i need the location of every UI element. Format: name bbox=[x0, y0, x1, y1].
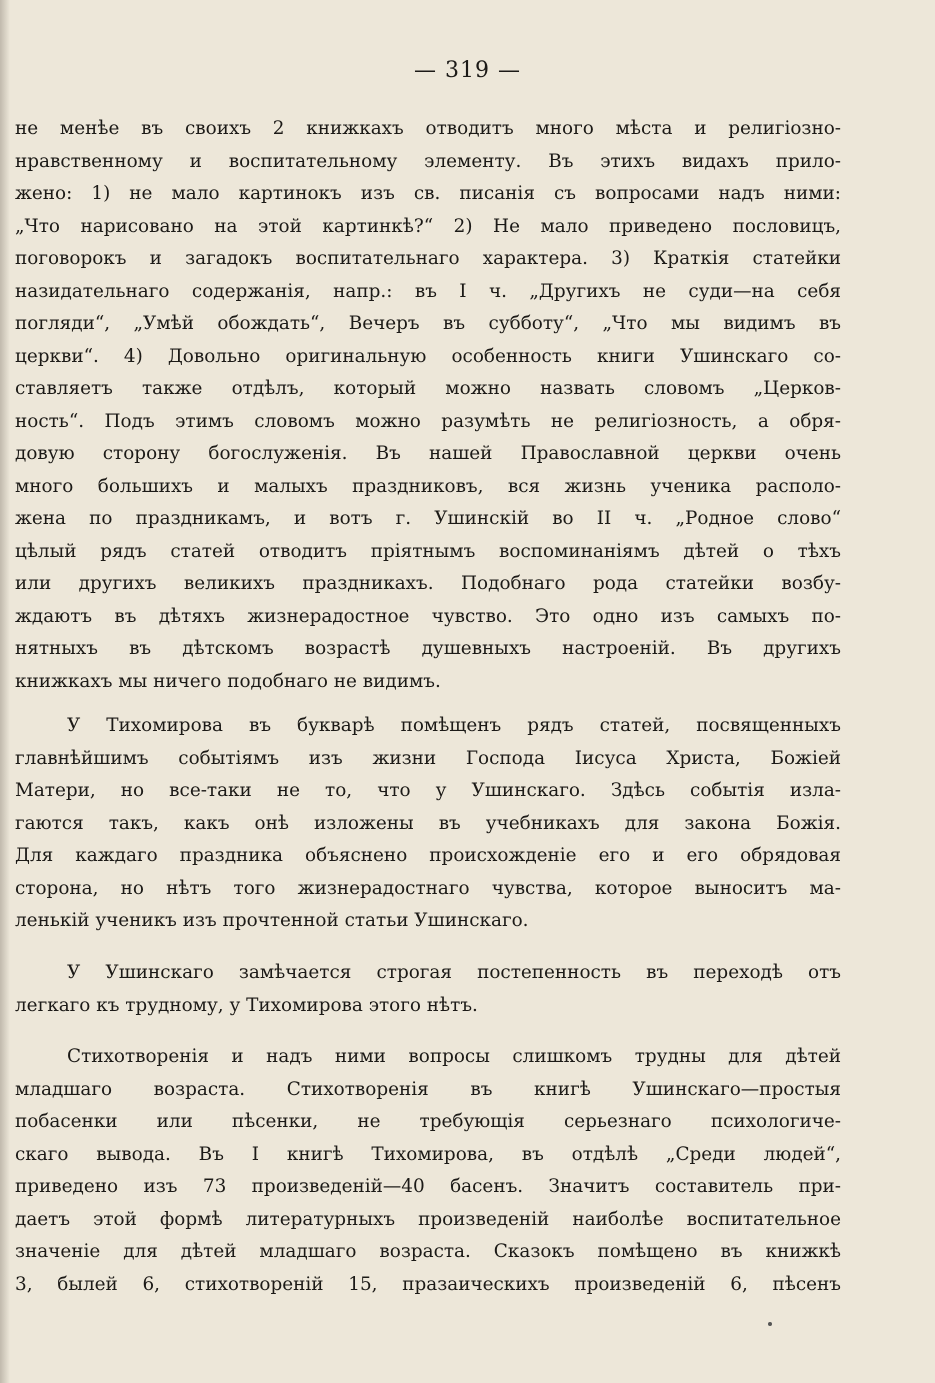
text-line: даетъ этой формѣ литературныхъ произведеній наиболѣе воспитательное bbox=[15, 1208, 841, 1230]
text-line: ставляетъ также отдѣлъ, который можно назвать словомъ „Церков- bbox=[15, 378, 841, 399]
text-line: церкви“. 4) Довольно оригинальную особенность книги Ушинскаго со- bbox=[15, 345, 841, 367]
page-number: — 319 — bbox=[414, 58, 521, 83]
paragraph-4 bbox=[15, 1041, 841, 1301]
paragraph-3 bbox=[15, 957, 841, 1022]
paper-speck bbox=[768, 1322, 772, 1326]
text-line: У Ушинскаго замѣчается строгая постепенность въ переходѣ отъ bbox=[67, 962, 841, 983]
text-line: нятныхъ въ дѣтскомъ возрастѣ душевныхъ настроеній. Въ другихъ bbox=[15, 638, 841, 659]
text-line: младшаго возраста. Стихотворенія въ книгѣ Ушинскаго—простыя bbox=[15, 1078, 841, 1100]
text-line: или другихъ великихъ праздникахъ. Подобнаго рода статейки возбу- bbox=[15, 573, 841, 594]
text-line: значеніе для дѣтей младшаго возраста. Сказокъ помѣщено въ книжкѣ bbox=[15, 1241, 841, 1262]
text-line: погляди“, „Умѣй обождать“, Вечеръ въ субботу“, „Что мы видимъ въ bbox=[15, 313, 841, 334]
text-line: цѣлый рядъ статей отводитъ пріятнымъ воспоминаніямъ дѣтей о тѣхъ bbox=[15, 540, 841, 562]
text-line: Для каждаго праздника объяснено происхожденіе его и его обрядовая bbox=[15, 845, 841, 866]
text-line: Стихотворенія и надъ ними вопросы слишкомъ трудны для дѣтей bbox=[67, 1046, 841, 1067]
text-line: поговорокъ и загадокъ воспитательнаго характера. 3) Краткія статейки bbox=[15, 248, 841, 269]
text-line: довую сторону богослуженія. Въ нашей Православной церкви очень bbox=[15, 443, 841, 464]
paragraph-2 bbox=[15, 710, 841, 938]
text-line: жено: 1) не мало картинокъ изъ св. писанія съ вопросами надъ ними: bbox=[15, 183, 841, 204]
text-line: ность“. Подъ этимъ словомъ можно разумѣть не религіозность, а обря- bbox=[15, 410, 841, 432]
text-line: много большихъ и малыхъ праздниковъ, вся жизнь ученика располо- bbox=[15, 475, 841, 497]
text-line: назидательнаго содержанія, напр.: въ I ч. „Другихъ не суди—на себя bbox=[15, 280, 841, 302]
text-line: ленькій ученикъ изъ прочтенной статьи Ушинскаго. bbox=[15, 910, 529, 931]
text-line: нравственному и воспитательному элементу. Въ этихъ видахъ прило- bbox=[15, 150, 841, 172]
text-line: У Тихомирова въ букварѣ помѣщенъ рядъ статей, посвященныхъ bbox=[67, 715, 841, 736]
paragraph-1 bbox=[15, 113, 841, 698]
page-edge-shadow bbox=[0, 0, 10, 1383]
text-line: гаются такъ, какъ онѣ изложены въ учебникахъ для закона Божія. bbox=[15, 812, 841, 834]
text-line: побасенки или пѣсенки, не требующія серьезнаго психологиче- bbox=[15, 1111, 841, 1132]
text-line: легкаго къ трудному, у Тихомирова этого нѣтъ. bbox=[15, 994, 478, 1016]
text-line: сторона, но нѣтъ того жизнерадостнаго чувства, которое выноситъ ма- bbox=[15, 877, 841, 899]
text-line: 3, былей 6, стихотвореній 15, празаическихъ произведеній 6, пѣсенъ bbox=[15, 1273, 841, 1295]
text-line: ждаютъ въ дѣтяхъ жизнерадостное чувство. Это одно изъ самыхъ по- bbox=[15, 605, 841, 627]
text-line: „Что нарисовано на этой картинкѣ?“ 2) Не мало приведено пословицъ, bbox=[15, 215, 841, 237]
text-line: не менѣе въ своихъ 2 книжкахъ отводитъ много мѣста и религіозно- bbox=[15, 118, 841, 139]
text-line: Матери, но все-таки не то, что у Ушинскаго. Здѣсь событія изла- bbox=[15, 780, 841, 801]
text-line: скаго вывода. Въ I книгѣ Тихомирова, въ отдѣлѣ „Среди людей“, bbox=[15, 1143, 841, 1165]
text-line: книжкахъ мы ничего подобнаго не видимъ. bbox=[15, 670, 441, 692]
text-line: главнѣйшимъ событіямъ изъ жизни Господа Іисуса Христа, Божіей bbox=[15, 747, 841, 769]
text-line: жена по праздникамъ, и вотъ г. Ушинскій во II ч. „Родное слово“ bbox=[15, 508, 841, 529]
text-line: приведено изъ 73 произведеній—40 басенъ. Значитъ составитель при- bbox=[15, 1176, 841, 1197]
